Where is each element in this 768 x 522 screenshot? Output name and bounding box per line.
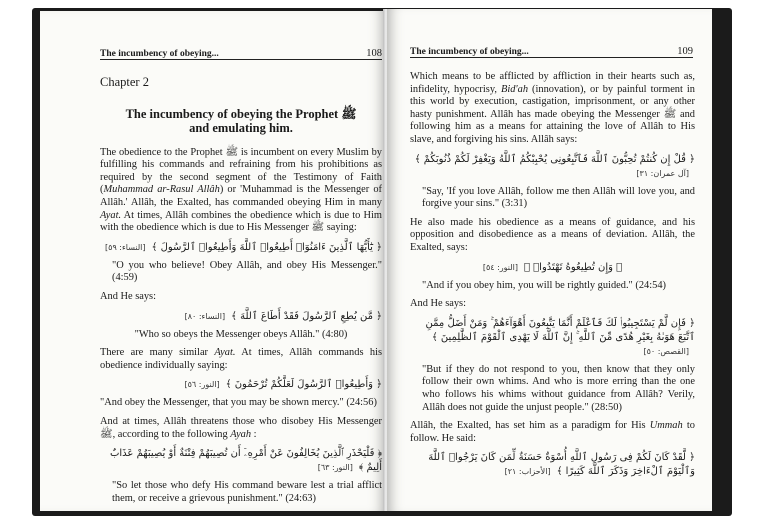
verse-translation: "Who so obeys the Messenger obeys Allâh." (4:80) <box>134 328 348 340</box>
verse-translation: "So let those who defy His command beware lest a trial afflict them, or receive a grievous punishment." (24:63) <box>112 480 382 504</box>
title-line: and emulating him. <box>189 120 293 135</box>
paragraph: He also made his obedience as a means of guidance, and his opposition and disobedience as a means of deviation. Allâh, the Exalted, says: <box>410 216 695 253</box>
verse-translation: "But if they do not respond to you, then know that they only follow their own whims. And who is more erring than the one who follows his whims without guidance from Allâh? Verily, Allâh does not guide the unjust people." (28:50) <box>422 363 695 413</box>
paragraph: There are many similar Ayat. At times, Allâh commands his obedience individually saying: <box>100 347 382 371</box>
running-header <box>100 43 382 60</box>
right-page <box>387 9 712 511</box>
paragraph: The obedience to the Prophet ﷺ is incumbent on every Muslim by fulfilling his commands and refraining from his prohibitions as required by the second segment of the Testimony of Faith (Muhammad ar-Rasul Allâh) or 'Muhammad is the Messenger of Allâh.' Allâh, the Exalted, has commanded obeying Him in many Ayat. At times, Allâh combines the obedience which is due to Him with the obedience which is due to His Messenger ﷺ saying: <box>100 146 382 234</box>
title-line: The incumbency of obeying the Prophet ﷺ <box>125 106 357 121</box>
quran-verse: ﴿ مَّن يُطِعِ ٱلرَّسُولَ فَقَدْ أَطَاعَ ٱللَّهَ ﴾[النساء: ٨٠] <box>184 310 382 322</box>
quran-verse: ﴿ قُلْ إِن كُنتُمْ تُحِبُّونَ ٱللَّهَ فَٱتَّبِعُونِى يُحْبِبْكُمُ ٱللَّهُ وَيَغْفِرْ لَكُمْ ذُنُوبَكُمْ ﴾ [آل عمران: ٣١] <box>414 153 695 178</box>
paragraph: Allâh, the Exalted, has set him as a paradigm for His Ummah to follow. He said: <box>410 420 695 444</box>
verse-reference: [آل عمران: ٣١] <box>636 168 689 178</box>
quran-verse: ﴿ فَإِن لَّمْ يَسْتَجِيبُوا۟ لَكَ فَٱعْلَمْ أَنَّمَا يَتَّبِعُونَ أَهْوَآءَهُمْ ۚ وَمَنْ أَضَلُّ مِمَّنِ ٱتَّبَعَ هَوَىٰهُ بِغَيْرِ هُدًى مِّنَ ٱللَّهِ ۚ إِنَّ ٱللَّهَ لَا يَهْدِى ٱلْقَوْمَ ٱلظَّٰلِمِينَ ﴾[القصص: ٥٠] <box>425 317 695 356</box>
running-header <box>410 41 693 58</box>
verse-translation: "And obey the Messenger, that you may be shown mercy." (24:56) <box>100 397 377 409</box>
verse-reference: [النور: ٥٤] <box>482 262 518 272</box>
verse-reference: [النور: ٦٣] <box>317 463 353 473</box>
quran-verse: ﴿ فَلْيَحْذَرِ ٱلَّذِينَ يُخَالِفُونَ عَنْ أَمْرِهِۦٓ أَن تُصِيبَهُمْ فِتْنَةٌ أَوْ يُصِيبَهُمْ عَذَابٌ أَلِيمٌ ﴾[النور: ٦٣] <box>109 448 382 474</box>
header-title: The incumbency of obeying... <box>410 47 529 57</box>
paragraph: And He says: <box>410 298 466 310</box>
paragraph: Which means to be afflicted by affliction in their hearts such as, infidelity, hypocrisy, Bid'ah (innovation), or by painful torment in this world by execution, castigation, imprisonment, or any other hasty punishment. Allâh has made obeying the Messenger ﷺ and following him as a means for attaining the love of Allâh to His slave, and forgiving his sins. Allâh says: <box>410 71 695 145</box>
verse-translation: "Say, 'If you love Allâh, follow me then Allâh will love you, and forgive your sins." (3:31) <box>422 185 695 210</box>
verse-reference: [الأحزاب: ٢١] <box>504 467 551 477</box>
chapter-label: Chapter 2 <box>100 75 149 89</box>
verse-reference: [القصص: ٥٠] <box>643 346 689 356</box>
page-number: 108 <box>366 48 382 59</box>
verse-reference: [النور: ٥٦] <box>184 380 220 390</box>
header-title: The incumbency of obeying... <box>100 49 219 59</box>
quran-verse: ﴿ وَأَطِيعُوا۟ ٱلرَّسُولَ لَعَلَّكُمْ تُرْحَمُونَ ﴾[النور: ٥٦] <box>184 379 382 391</box>
paragraph: And He says: <box>100 290 156 302</box>
chapter-title <box>100 107 382 135</box>
quran-verse: ﴿ يَٰٓأَيُّهَا ٱلَّذِينَ ءَامَنُوٓا۟ أَطِيعُوا۟ ٱللَّهَ وَأَطِيعُوا۟ ٱلرَّسُولَ ﴾[النساء: ٥٩] <box>105 241 382 253</box>
verse-translation: "O you who believe! Obey Allâh, and obey His Messenger." (4:59) <box>112 259 382 284</box>
quran-verse: ﴿ لَّقَدْ كَانَ لَكُمْ فِى رَسُولِ ٱللَّهِ أُسْوَةٌ حَسَنَةٌ لِّمَن كَانَ يَرْجُوا۟ ٱللَّهَ وَٱلْيَوْمَ ٱلْءَاخِرَ وَذَكَرَ ٱللَّهَ كَثِيرًا ﴾[الأحزاب: ٢١] <box>428 452 695 478</box>
verse-translation: "And if you obey him, you will be rightly guided." (24:54) <box>422 279 666 291</box>
page-body <box>100 76 382 511</box>
page-number: 109 <box>677 46 693 57</box>
paragraph: And at times, Allâh threatens those who disobey His Messenger ﷺ, according to the following Ayah : <box>100 415 382 440</box>
verse-reference: [النساء: ٨٠] <box>184 311 226 321</box>
page-body <box>410 71 695 484</box>
quran-verse: ﴿ وَإِن تُطِيعُوهُ تَهْتَدُوا۟ ﴾[النور: ٥٤] <box>482 261 623 273</box>
verse-reference: [النساء: ٥٩] <box>105 242 146 252</box>
left-page <box>40 11 385 511</box>
